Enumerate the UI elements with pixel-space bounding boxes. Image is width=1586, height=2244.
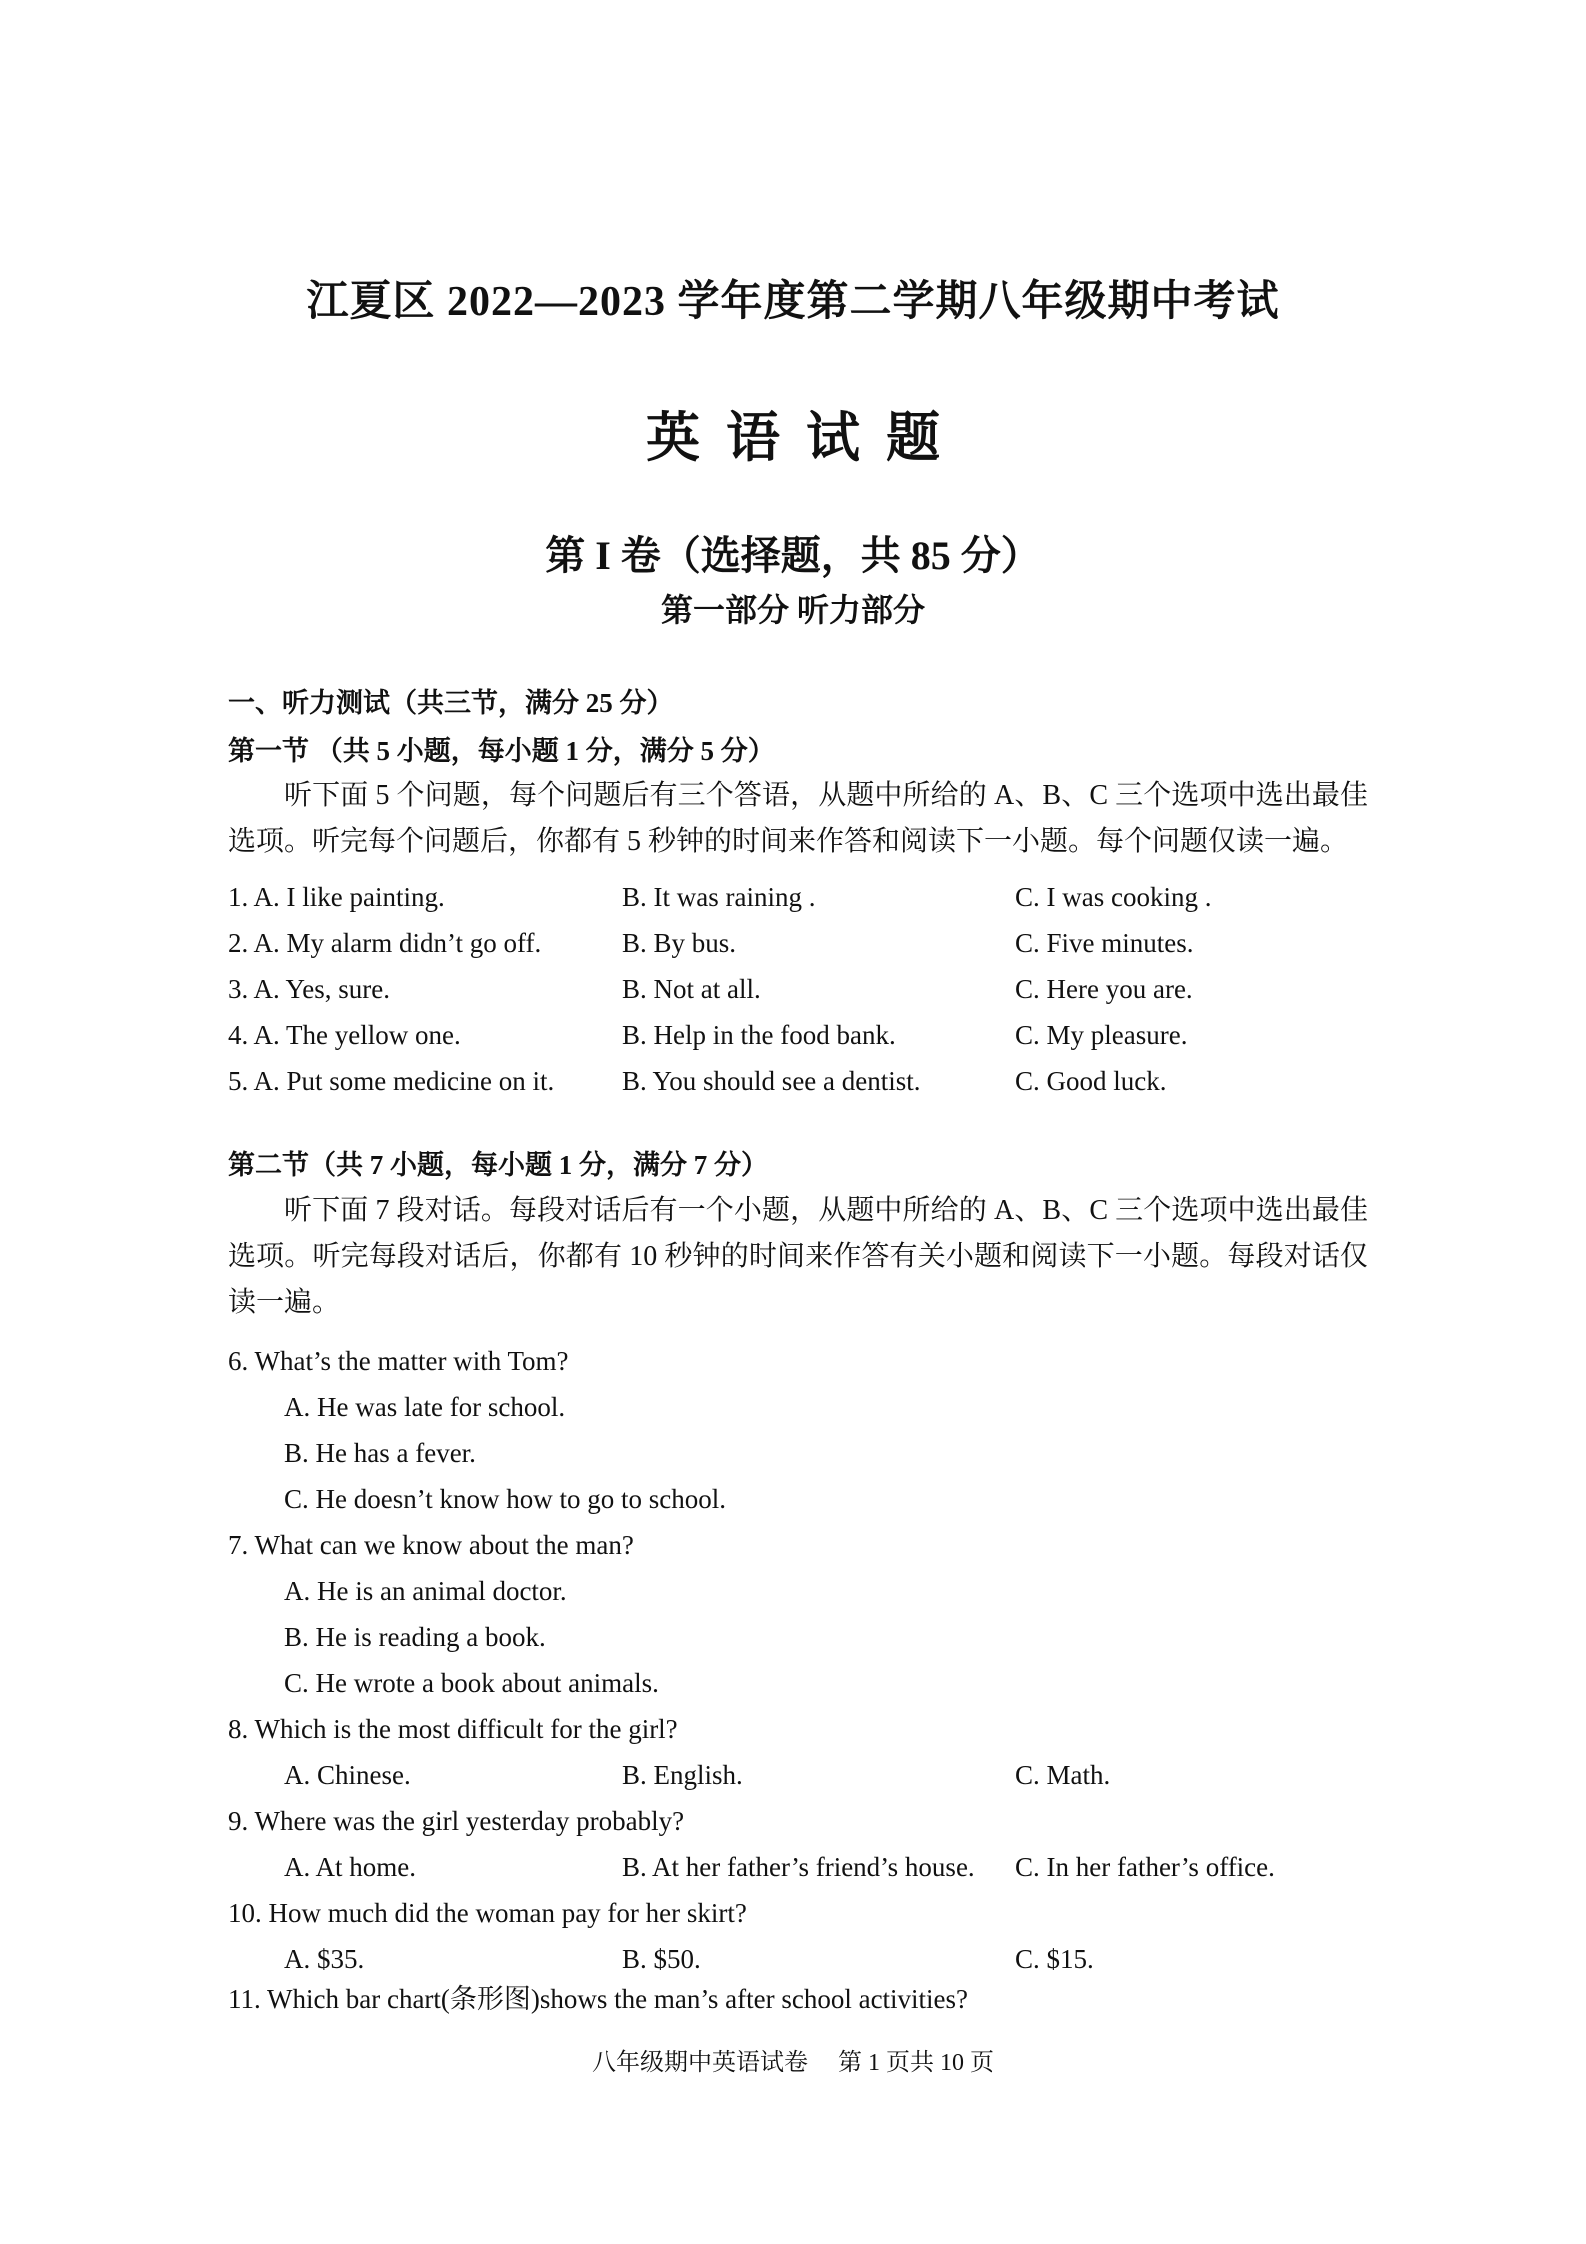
q7-option-c: C. He wrote a book about animals. <box>284 1668 659 1698</box>
q7-stem: 7. What can we know about the man? <box>228 1530 634 1560</box>
q7-option-a: A. He is an animal doctor. <box>284 1576 567 1606</box>
q9-stem: 9. Where was the girl yesterday probably? <box>228 1806 685 1836</box>
q5-option-a: 5. A. Put some medicine on it. <box>228 1066 555 1096</box>
page-footer: 八年级期中英语试卷 第 1 页共 10 页 <box>592 2050 994 2076</box>
q6-option-b: B. He has a fever. <box>284 1438 476 1468</box>
subject-title: 英语试题 <box>646 408 966 468</box>
q9-option-b: B. At her father’s friend’s house. <box>622 1852 975 1882</box>
q11-stem: 11. Which bar chart(条形图)shows the man’s after school activities? <box>228 1984 969 2014</box>
q2-option-c: C. Five minutes. <box>1015 928 1194 958</box>
exam-title: 江夏区 2022—2023 学年度第二学期八年级期中考试 <box>306 279 1280 325</box>
q2-option-b: B. By bus. <box>622 928 737 958</box>
part-heading: 第一部分 听力部分 <box>660 592 925 628</box>
q1-option-a: 1. A. I like painting. <box>228 882 445 912</box>
q8-option-b: B. English. <box>622 1760 743 1790</box>
q7-option-b: B. He is reading a book. <box>284 1622 546 1652</box>
section-one-heading: 第一节 （共 5 小题，每小题 1 分，满分 5 分） <box>228 736 775 766</box>
q8-option-a: A. Chinese. <box>284 1760 411 1790</box>
q9-option-c: C. In her father’s office. <box>1015 1852 1275 1882</box>
q3-option-c: C. Here you are. <box>1015 974 1193 1004</box>
section-two-instructions: 听下面 7 段对话。每段对话后有一个小题，从题中所给的 A、B、C 三个选项中选出最佳选项。听完每段对话后，你都有 10 秒钟的时间来作答有关小题和阅读下一小题。每段对话仅读一遍。 <box>228 1195 1368 1318</box>
q10-stem: 10. How much did the woman pay for her skirt? <box>228 1898 747 1928</box>
q10-option-a: A. $35. <box>284 1944 365 1974</box>
q6-option-c: C. He doesn’t know how to go to school. <box>284 1484 726 1514</box>
q9-option-a: A. At home. <box>284 1852 416 1882</box>
q6-stem: 6. What’s the matter with Tom? <box>228 1346 569 1376</box>
q3-option-a: 3. A. Yes, sure. <box>228 974 391 1004</box>
q8-stem: 8. Which is the most difficult for the girl? <box>228 1714 678 1744</box>
q4-option-b: B. Help in the food bank. <box>622 1020 896 1050</box>
q10-option-b: B. $50. <box>622 1944 701 1974</box>
q8-option-c: C. Math. <box>1015 1760 1111 1790</box>
q1-option-c: C. I was cooking . <box>1015 882 1212 912</box>
section-one-instructions: 听下面 5 个问题，每个问题后有三个答语，从题中所给的 A、B、C 三个选项中选出最佳选项。听完每个问题后，你都有 5 秒钟的时间来作答和阅读下一小题。每个问题仅读一遍。 <box>228 780 1368 857</box>
q4-option-a: 4. A. The yellow one. <box>228 1020 461 1050</box>
q5-option-c: C. Good luck. <box>1015 1066 1167 1096</box>
q6-option-a: A. He was late for school. <box>284 1392 566 1422</box>
listening-heading: 一、听力测试（共三节，满分 25 分） <box>228 688 674 718</box>
section-two-heading: 第二节（共 7 小题，每小题 1 分，满分 7 分） <box>228 1150 768 1180</box>
volume-heading: 第 I 卷（选择题，共 85 分） <box>545 533 1041 578</box>
q2-option-a: 2. A. My alarm didn’t go off. <box>228 928 542 958</box>
q3-option-b: B. Not at all. <box>622 974 761 1004</box>
q5-option-b: B. You should see a dentist. <box>622 1066 921 1096</box>
q10-option-c: C. $15. <box>1015 1944 1094 1974</box>
q1-option-b: B. It was raining . <box>622 882 816 912</box>
q4-option-c: C. My pleasure. <box>1015 1020 1188 1050</box>
